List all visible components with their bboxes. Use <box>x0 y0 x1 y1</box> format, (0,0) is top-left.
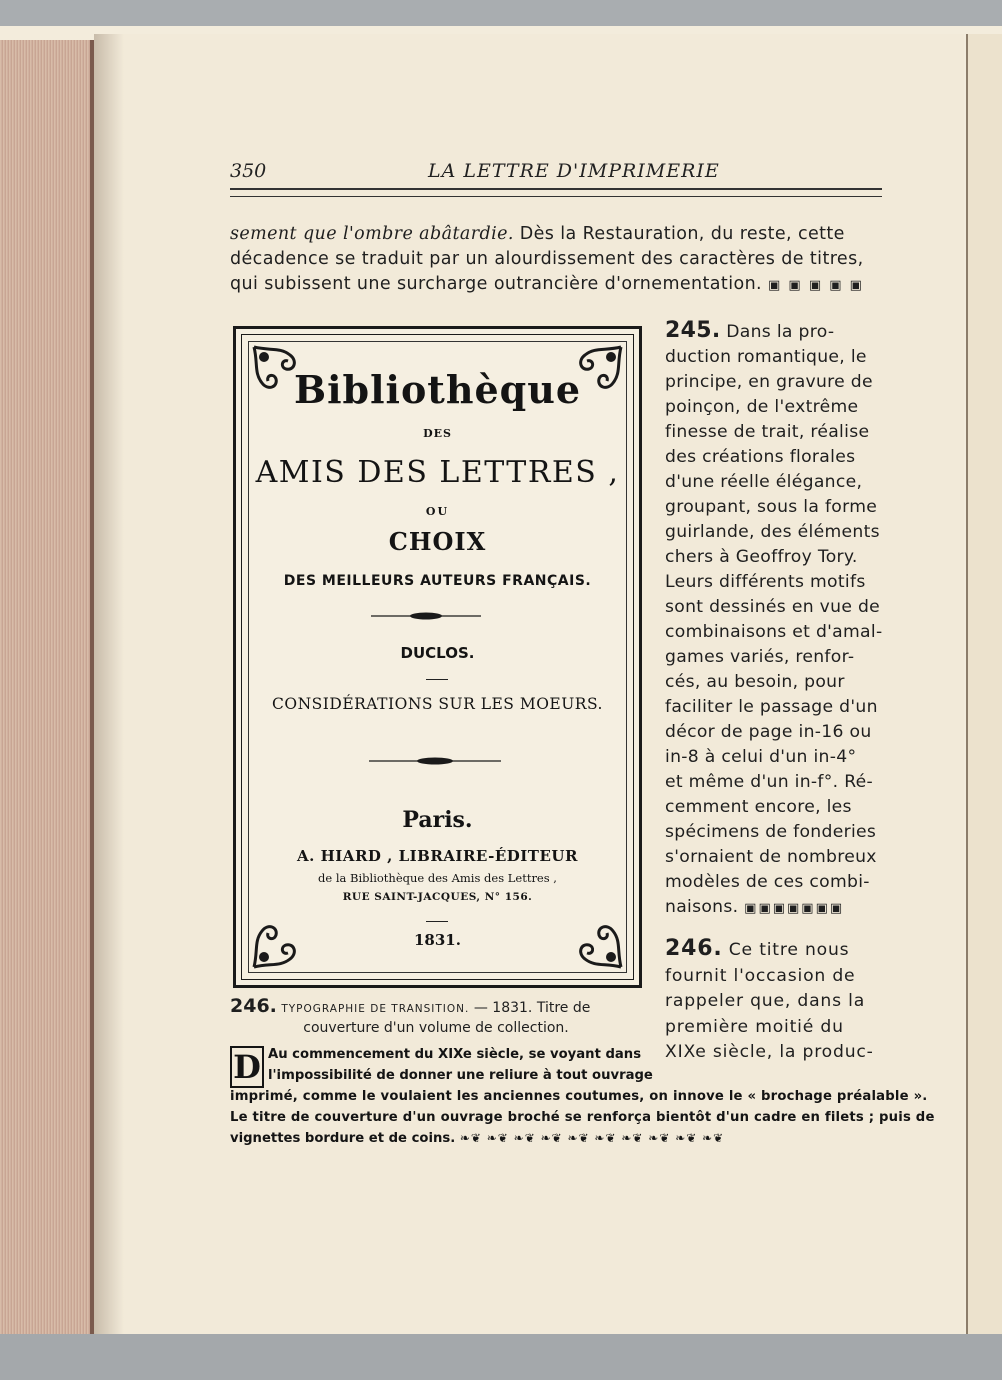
s245-line: chers à Geoffroy Tory. <box>665 547 858 567</box>
s245-line: poinçon, de l'extrême <box>665 397 859 417</box>
s245-line: des créations florales <box>665 447 856 467</box>
s246-line: XIXe siècle, la produc- <box>665 1042 874 1062</box>
s245-line: groupant, sous la forme <box>665 497 878 517</box>
s246-line: Ce titre nous <box>728 940 850 960</box>
caption-number: 246. <box>230 995 277 1017</box>
cover-title-gothic: Bibliothèque <box>293 367 582 412</box>
cover-publisher-line2: de la Bibliothèque des Amis des Lettres , <box>318 871 557 885</box>
square-ornaments-245: ▣▣▣▣▣▣▣ <box>744 901 845 916</box>
cover-illustration <box>233 326 642 988</box>
s246-line: première moitié du <box>665 1016 844 1037</box>
s246-line: rappeler que, dans la <box>665 991 866 1011</box>
cover-address: RUE SAINT-JACQUES, N° 156. <box>342 891 533 903</box>
italic-fragment: sement que l'ombre abâtardie. <box>230 224 514 244</box>
s245-line: décor de page in-16 ou <box>665 722 872 742</box>
page-stack-edge <box>0 40 94 1340</box>
vignette-ornaments: ❧❦ ❧❦ ❧❦ ❧❦ ❧❦ ❧❦ ❧❦ ❧❦ ❧❦ ❧❦ <box>459 1131 725 1145</box>
s245-line: et même d'un in-f°. Ré- <box>665 772 874 792</box>
drop-cap: D <box>230 1046 264 1088</box>
square-ornaments: ▣ ▣ ▣ ▣ ▣ <box>768 278 864 293</box>
gutter-shadow <box>94 34 124 1334</box>
section-number-245: 245. <box>665 318 721 343</box>
facing-page-edge <box>966 34 1002 1334</box>
cover-work-title: CONSIDÉRATIONS SUR LES MOEURS. <box>272 695 603 713</box>
s245-line: Dans la pro- <box>726 322 835 342</box>
s245-line: faciliter le passage d'un <box>665 697 878 717</box>
s245-line: in-8 à celui d'un in-4° <box>665 747 857 767</box>
closing-line-5: vignettes bordure et de coins. <box>230 1131 456 1146</box>
header-rule <box>230 188 882 190</box>
scanner-bottom-edge <box>0 1334 1002 1380</box>
cover-meilleurs-auteurs: DES MEILLEURS AUTEURS FRANÇAIS. <box>283 573 592 589</box>
cover-divider-ornament-icon-2 <box>369 756 501 766</box>
s245-line: Leurs différents motifs <box>665 572 866 592</box>
figure-caption <box>230 997 642 1038</box>
section-245 <box>665 318 885 921</box>
running-header <box>230 160 885 184</box>
closing-line-1: Au commencement du XIXe siècle, se voyant dans <box>268 1047 642 1062</box>
s245-line: spécimens de fonderies <box>665 822 877 842</box>
s245-line: guirlande, des éléments <box>665 522 880 542</box>
section-number-246: 246. <box>665 936 723 961</box>
cover-choix: CHOIX <box>388 527 487 556</box>
opening-line-3: qui subissent une surcharge outrancière d'ornementation. <box>230 274 763 294</box>
running-title: LA LETTRE D'IMPRIMERIE <box>428 160 720 182</box>
caption-label: TYPOGRAPHIE DE TRANSITION. <box>281 1003 470 1015</box>
cover-short-dash-2 <box>426 921 448 922</box>
cover-year: 1831. <box>414 931 461 949</box>
s245-last-line: naisons. <box>665 897 739 917</box>
cover-author: DUCLOS. <box>400 644 475 662</box>
opening-line-2: décadence se traduit par un alourdissement des caractères de titres, <box>230 249 864 269</box>
cover-divider-ornament-icon <box>371 611 481 621</box>
caption-rest: Titre de <box>536 1000 591 1016</box>
caption-year: 1831. <box>492 1000 533 1016</box>
opening-paragraph <box>230 222 885 298</box>
cover-ou: OU <box>425 505 450 518</box>
s245-line: duction romantique, le <box>665 347 867 367</box>
s245-line: cés, au besoin, pour <box>665 672 845 692</box>
cover-publisher: A. HIARD , LIBRAIRE-ÉDITEUR <box>297 847 578 865</box>
cover-city: Paris. <box>402 807 473 833</box>
s245-line: finesse de trait, réalise <box>665 422 870 442</box>
section-246 <box>665 936 885 1066</box>
s245-line: cemment encore, les <box>665 797 852 817</box>
s246-line: fournit l'occasion de <box>665 965 856 986</box>
closing-line-3: imprimé, comme le voulaient les anciennes coutumes, on innove le « brochage préalable ». <box>230 1089 928 1104</box>
closing-line-2: l'impossibilité de donner une reliure à tout ouvrage <box>268 1068 653 1083</box>
cover-amis-des-lettres: AMIS DES LETTRES , <box>255 455 620 490</box>
s245-line: games variés, renfor- <box>665 647 855 667</box>
closing-line-4: Le titre de couverture d'un ouvrage broché se renforça bientôt d'un cadre en filets ; puis de <box>230 1110 935 1125</box>
page-number: 350 <box>230 160 267 182</box>
header-rule-thin <box>230 196 882 197</box>
s245-line: principe, en gravure de <box>665 372 873 392</box>
s245-line: s'ornaient de nombreux <box>665 847 877 867</box>
s245-line: d'une réelle élégance, <box>665 472 863 492</box>
opening-line-1: Dès la Restauration, du reste, cette <box>519 224 845 244</box>
s245-line: modèles de ces combi- <box>665 872 870 892</box>
cover-short-dash <box>426 679 448 680</box>
s245-line: combinaisons et d'amal- <box>665 622 883 642</box>
cover-des: DES <box>423 427 452 440</box>
caption-line-2: couverture d'un volume de collection. <box>303 1020 569 1036</box>
caption-dash: — <box>473 1000 488 1016</box>
s245-line: sont dessinés en vue de <box>665 597 881 617</box>
